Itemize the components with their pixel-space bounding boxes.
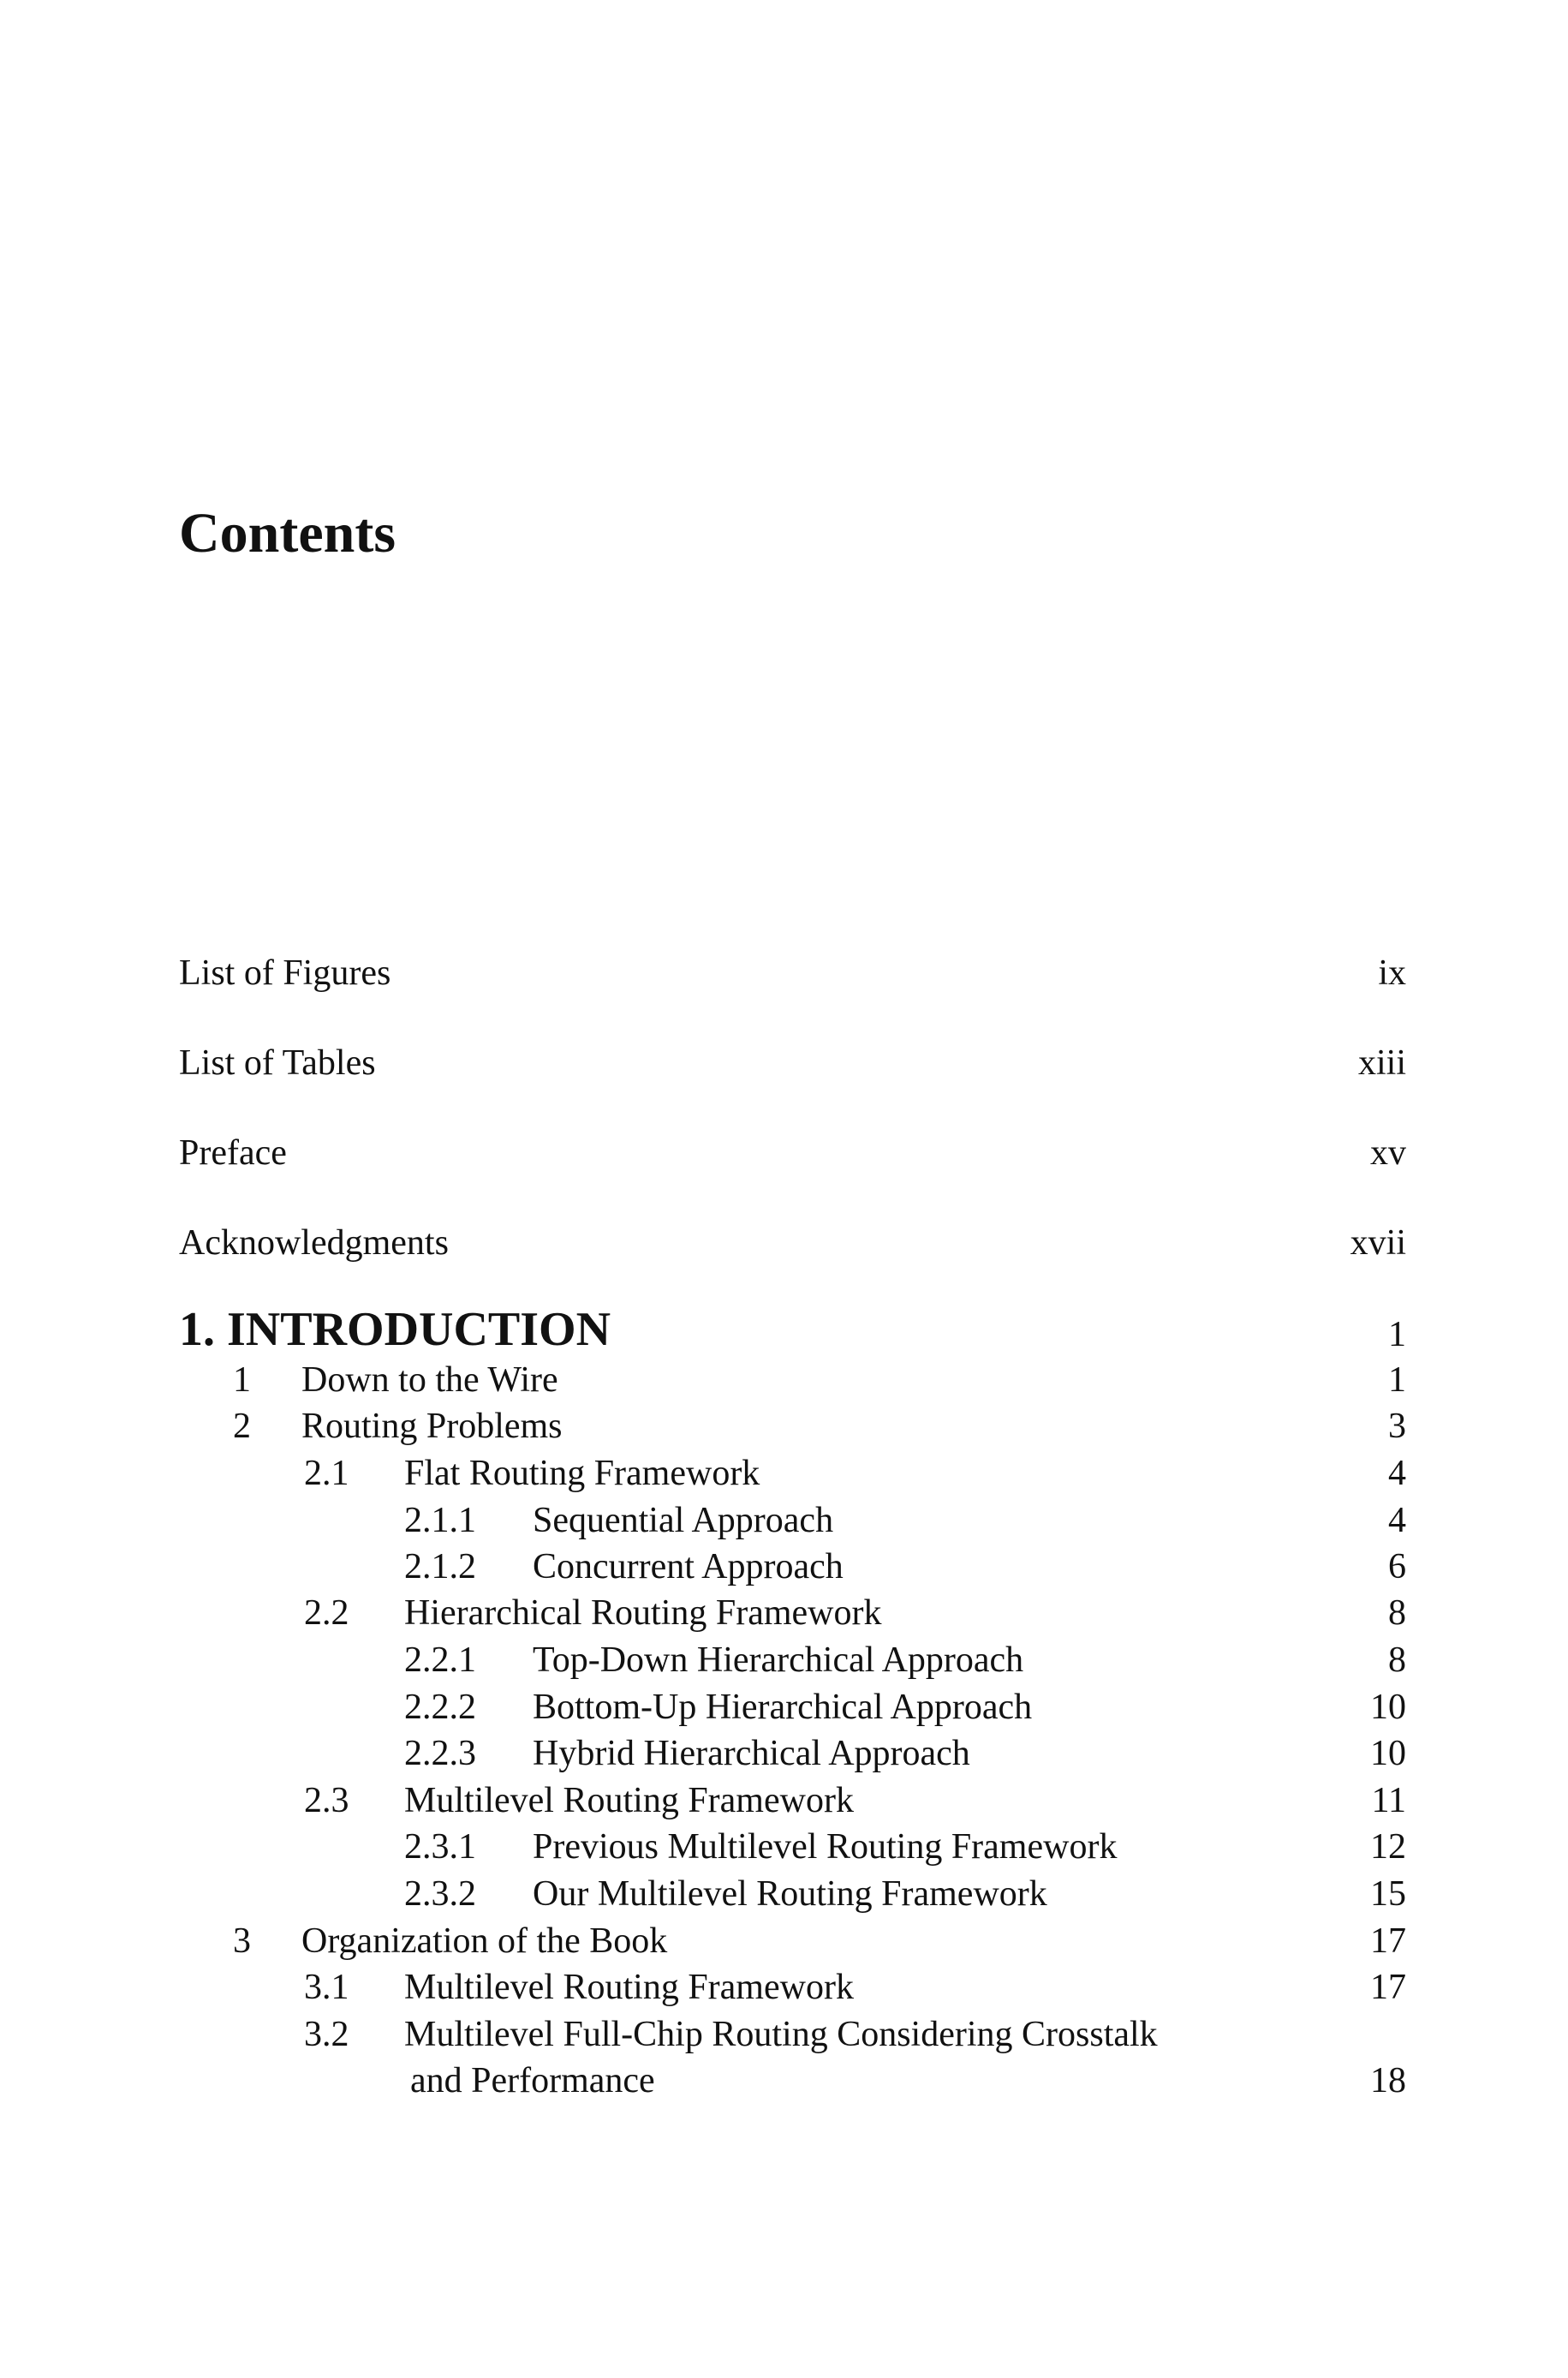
- toc-entry-list-of-figures[interactable]: [179, 947, 1406, 999]
- toc-entry[interactable]: [179, 1448, 1406, 1499]
- toc-entry-page: 4: [1388, 1454, 1406, 1493]
- toc-entry-label: Sequential Approach: [533, 1501, 834, 1540]
- toc-entry-label: Multilevel Full-Chip Routing Considering Crosstalk: [404, 2015, 1158, 2054]
- section-number: 2.2.2: [404, 1688, 476, 1727]
- toc-entry[interactable]: [179, 1682, 1406, 1733]
- section-number: 2.3.2: [404, 1874, 476, 1914]
- toc-entry-label: Concurrent Approach: [533, 1547, 844, 1586]
- toc-entry[interactable]: [179, 1868, 1406, 1920]
- toc-entry[interactable]: [179, 1587, 1406, 1639]
- toc-entry-label: and Performance: [410, 2061, 655, 2100]
- section-number: 1: [233, 1360, 251, 1400]
- toc-entry-page: 8: [1388, 1593, 1406, 1633]
- toc-entry-acknowledgments[interactable]: [179, 1217, 1406, 1269]
- toc-entry-page: xiii: [1357, 1043, 1406, 1083]
- toc-entry-label: Top-Down Hierarchical Approach: [533, 1640, 1024, 1680]
- toc-entry-page: ix: [1378, 953, 1406, 993]
- toc-entry[interactable]: [179, 2009, 1406, 2060]
- toc-entry-label: Preface: [179, 1133, 287, 1173]
- toc-entry[interactable]: [179, 1401, 1406, 1452]
- toc-entry-page: 11: [1371, 1781, 1406, 1820]
- section-number: 2.3.1: [404, 1827, 476, 1867]
- toc-entry[interactable]: [179, 1634, 1406, 1686]
- toc-entry-label: Bottom-Up Hierarchical Approach: [533, 1688, 1033, 1727]
- toc-entry-page: xvii: [1350, 1223, 1406, 1263]
- toc-entry-list-of-tables[interactable]: [179, 1037, 1406, 1089]
- toc-entry-page: 4: [1388, 1501, 1406, 1540]
- toc-entry-page: 17: [1370, 1968, 1406, 2007]
- toc-entry-page: 15: [1370, 1874, 1406, 1914]
- toc-entry-label: Multilevel Routing Framework: [404, 1781, 854, 1820]
- toc-entry[interactable]: [179, 1821, 1406, 1873]
- toc-entry-page: 18: [1370, 2061, 1406, 2100]
- section-number: 3: [233, 1921, 251, 1961]
- section-number: 3.1: [304, 1968, 349, 2007]
- toc-entry-page: xv: [1370, 1133, 1406, 1173]
- toc-entry-label: Hybrid Hierarchical Approach: [533, 1734, 970, 1773]
- toc-entry-page: 10: [1370, 1688, 1406, 1727]
- toc-entry[interactable]: [179, 1915, 1406, 1967]
- toc-entry-label: Previous Multilevel Routing Framework: [533, 1827, 1118, 1867]
- section-number: 2.1: [304, 1454, 349, 1493]
- toc-entry-label: Flat Routing Framework: [404, 1454, 760, 1493]
- toc-entry[interactable]: [179, 1354, 1406, 1406]
- toc-entry[interactable]: [179, 1541, 1406, 1592]
- toc-entry[interactable]: [179, 1775, 1406, 1826]
- toc-entry-label: List of Tables: [179, 1043, 376, 1083]
- toc-entry[interactable]: [179, 1728, 1406, 1779]
- page-title: Contents: [179, 502, 396, 565]
- toc-entry-page: 1: [1388, 1360, 1406, 1400]
- section-number: 2: [233, 1407, 251, 1446]
- section-number: 2.1.1: [404, 1501, 476, 1540]
- chapter-title: 1. INTRODUCTION: [179, 1303, 611, 1356]
- toc-entry-label: Acknowledgments: [179, 1223, 449, 1263]
- toc-entry-page: 6: [1388, 1547, 1406, 1586]
- toc-entry-label: List of Figures: [179, 953, 391, 993]
- toc-entry-label: Multilevel Routing Framework: [404, 1968, 854, 2007]
- toc-entry-page: 10: [1370, 1734, 1406, 1773]
- section-number: 3.2: [304, 2015, 349, 2054]
- section-number: 2.3: [304, 1781, 349, 1820]
- toc-entry-label: Organization of the Book: [301, 1921, 668, 1961]
- section-number: 2.2: [304, 1593, 349, 1633]
- toc-entry-page: 1: [1388, 1315, 1406, 1354]
- toc-entry-label: Routing Problems: [301, 1407, 563, 1446]
- toc-entry-continuation[interactable]: [179, 2055, 1406, 2106]
- section-number: 2.2.3: [404, 1734, 476, 1773]
- section-number: 2.2.1: [404, 1640, 476, 1680]
- toc-entry-page: 12: [1370, 1827, 1406, 1867]
- toc-entry-label: Our Multilevel Routing Framework: [533, 1874, 1047, 1914]
- section-number: 2.1.2: [404, 1547, 476, 1586]
- toc-entry[interactable]: [179, 1962, 1406, 2013]
- toc-entry-page: 8: [1388, 1640, 1406, 1680]
- toc-entry-page: 3: [1388, 1407, 1406, 1446]
- toc-entry-preface[interactable]: [179, 1127, 1406, 1179]
- toc-chapter-introduction[interactable]: [179, 1299, 1406, 1360]
- toc-entry-label: Down to the Wire: [301, 1360, 558, 1400]
- toc-entry-label: Hierarchical Routing Framework: [404, 1593, 882, 1633]
- toc-entry-page: 17: [1370, 1921, 1406, 1961]
- toc-entry[interactable]: [179, 1495, 1406, 1546]
